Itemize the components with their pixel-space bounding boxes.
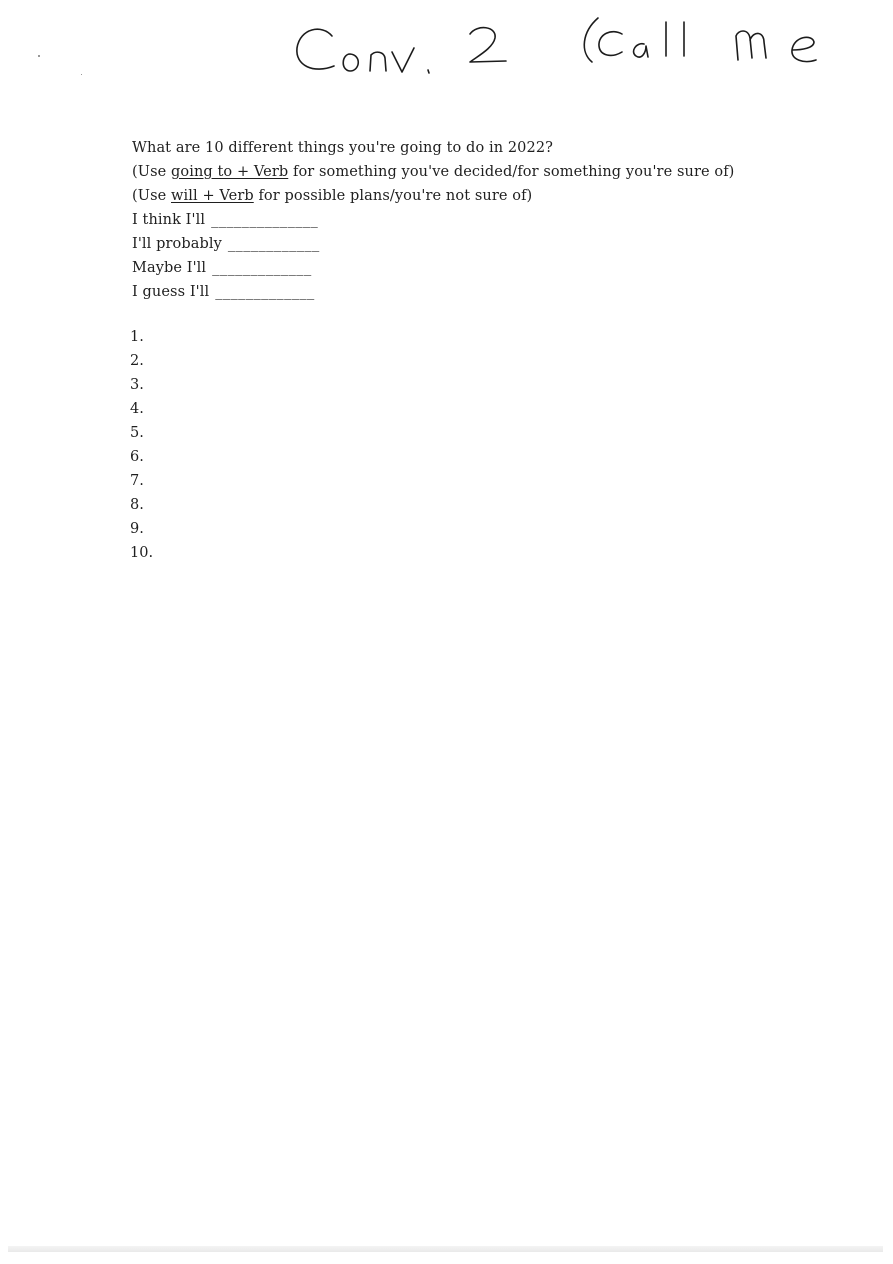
frame-blank: _____________ xyxy=(212,260,312,276)
rule-will xyxy=(132,184,832,208)
list-item: 10. xyxy=(130,545,154,561)
rule-going-to xyxy=(132,160,832,184)
frame-blank: ______________ xyxy=(211,212,319,228)
list-item: 1. xyxy=(130,329,144,345)
list-item: 9. xyxy=(130,521,144,537)
question-text: What are 10 different things you're going to do in 2022? xyxy=(132,140,554,156)
rule-going-to-term: going to + Verb xyxy=(171,164,289,180)
instructions xyxy=(132,136,832,304)
sentence-frame-guess xyxy=(132,280,832,304)
list-item: 7. xyxy=(130,473,144,489)
sentence-frame-maybe xyxy=(132,256,832,280)
list-item: 4. xyxy=(130,401,144,417)
frame-text: I think I'll xyxy=(132,212,206,228)
list-item: 5. xyxy=(130,425,144,441)
handwritten-title xyxy=(292,14,852,84)
frame-blank: ____________ xyxy=(227,236,320,252)
frame-blank: _____________ xyxy=(215,284,315,300)
frame-text: I guess I'll xyxy=(132,284,210,300)
list-item: 2. xyxy=(130,353,144,369)
sentence-frame-probably xyxy=(132,232,832,256)
list-item: 8. xyxy=(130,497,144,513)
rule-will-term: will + Verb xyxy=(171,188,254,204)
rule-will-rest: for possible plans/you're not sure of) xyxy=(253,188,533,204)
answer-list xyxy=(130,325,153,565)
rule-going-to-open: (Use xyxy=(132,164,172,180)
rule-going-to-rest: for something you've decided/for something you're sure of) xyxy=(288,164,735,180)
list-item: 6. xyxy=(130,449,144,465)
sentence-frame-think xyxy=(132,208,832,232)
frame-text: Maybe I'll xyxy=(132,260,207,276)
rule-will-open: (Use xyxy=(132,188,172,204)
list-item: 3. xyxy=(130,377,144,393)
frame-text: I'll probably xyxy=(132,236,222,252)
scan-bottom-edge xyxy=(8,1246,883,1252)
